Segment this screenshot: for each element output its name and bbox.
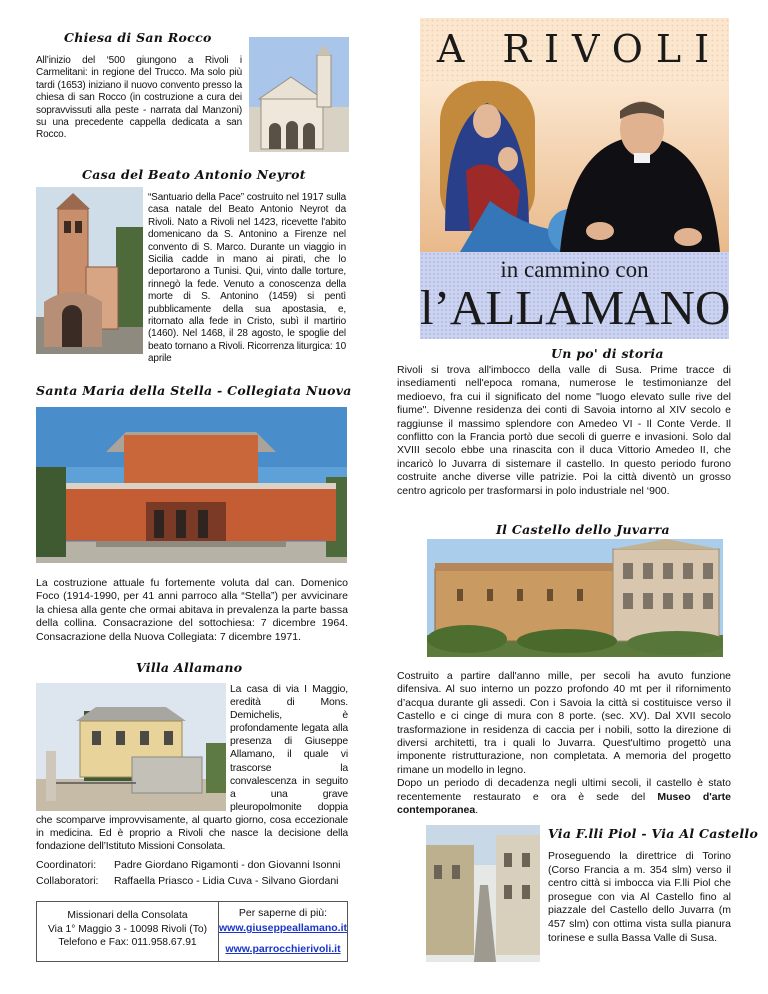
collegiata-heading: Santa Maria della Stella - Collegiata Nuova [36, 383, 352, 398]
neyrot-photo [36, 187, 143, 354]
collegiata-photo [36, 407, 347, 563]
credits-collaboratori-row [36, 874, 356, 890]
banner-artwork [420, 81, 729, 252]
contact-line2: Via 1° Maggio 3 - 10098 Rivoli (To) [47, 923, 208, 935]
banner-title: A RIVOLI [436, 27, 723, 71]
contact-line1: Missionari della Consolata [67, 910, 188, 921]
neyrot-heading: Casa del Beato Antonio Neyrot [82, 167, 306, 182]
castello-text2: Dopo un periodo di decadenza negli ultimi secoli, il castello è stato recentemente restaurato e ora è sede del [397, 777, 731, 803]
more-info-label: Per saperne di più: [238, 907, 328, 919]
neyrot-text: “Santuario della Pace” costruito nel 1917 sulla casa natale del Beato Antonio Neyrot da Rivoli. Nato a Rivoli nel 1423, ricevette l'abito domenicano da S. Antonino a Firenze nel convento di S. Marco. Durante un viaggio in Sicilia cadde in mano ai pirati, che lo deportarono a Tunisi. Qui, vinto dalle torture, rinnegò la fede. Venuto a conoscenza della morte di S. Antonino (1459) si pentì pubblicamente della sua apostasia, e, ritornato alla fede in Cristo, subì il martirio (1460). Nel 1468, il 28 agosto, le spoglie del beato tornano a Rivoli. Ricorrenza liturgica: 10 aprile [148, 192, 346, 365]
more-info-box [219, 901, 348, 962]
castello-text-block [397, 670, 731, 817]
link-parrocchierivoli[interactable]: www.parrocchierivoli.it [225, 943, 341, 955]
villa-heading: Villa Allamano [136, 660, 243, 675]
banner-name: l’ALLAMANO [420, 280, 731, 335]
contact-address [37, 902, 218, 950]
san-rocco-heading: Chiesa di San Rocco [64, 30, 212, 45]
banner-subtitle-box [420, 252, 729, 339]
link-giuseppeallamano[interactable]: www.giuseppeallamano.it [219, 922, 347, 934]
storia-heading: Un po' di storia [551, 346, 664, 361]
castello-photo [427, 539, 723, 657]
via-text: Proseguendo la direttrice di Torino (Corso Francia a m. 354 slm) verso il centro città si imbocca via F.lli Piol che prosegue con via Al Castello fino al piazzale del Castello dello Juvarra (m 457 slm) con ottima vista sulla pianura torinese e sulla Bassa Valle di Susa. [548, 850, 731, 944]
villa-text-wrap [36, 683, 348, 853]
villa-photo-spacer [36, 683, 230, 811]
via-heading: Via F.lli Piol - Via Al Castello [548, 826, 759, 841]
castello-museum: Museo d'arte contemporanea [397, 790, 731, 817]
castello-text: Costruito a partire dall'anno mille, per secoli ha avuto funzione difensiva. Al suo interno un pozzo profondo 40 mt per il rifornimento d’acqua durante gli assedi. Con i Savoia la città si costituisce verso il Castello e ci cinge di mura con 8 porte. (sec. XV). Dal XVII secolo trasformazione in residenza di caccia per i nobili, sotto la direzione di diversi architetti, tra i quali lo Juvarra. Quest'ultimo progettò una imponente ristrutturazione, non completata. A memoria del progetto rimane un modello in legno. [397, 670, 731, 776]
link2-wrap [219, 941, 347, 956]
san-rocco-photo [249, 37, 349, 152]
collaboratori-label: Collaboratori: [36, 874, 99, 887]
banner-title-box [420, 18, 729, 81]
villa-text: La casa di via I Maggio, eredità di Mons. Demichelis, è profondamente legata alla presenza di Giuseppe Allamano, il quale vi trascorse la convalescenza in seguito a una grave pleuropolmonite doppia che scomparve improvvisamente, al quarto giorno, cosa eccezionale in medicina. Ed è proprio a Rivoli che nasce la decisione della fondazione dell’Istituto Missioni Consolata. [36, 684, 348, 853]
castello-text2-wrap: Dopo un periodo di decadenza negli ultimi secoli, il castello è stato recentemente restaurato e ora è sede del Museo d'arte contemporanea. [397, 777, 731, 817]
contact-box [36, 901, 219, 962]
storia-text: Rivoli si trova all'imbocco della valle di Susa. Prime tracce di insediamenti nell'epoca romana, numerose le testimonianze del medioevo, fra cui il significato del nome "luogo elevato sulle rive del fiume". Divenne residenza dei conti di Savoia intorno al XIV secolo e raggiunse il massimo splendore con Amedeo VI - Il Conte Verde. Il conflitto con la Francia portò due secoli di guerre e invasioni. Solo dal XVIII secolo ebbe una rinascita con il duca Vittorio Amedeo II, che incaricò lo Juvarra di sistemare il castello. In questo periodo furono costruite anche diverse ville patrizie. Poi la città diventò un grosso centro agricolo per trasformarsi in polo industriale nel ‘900. [397, 364, 731, 497]
san-rocco-text: All’inizio del ‘500 giungono a Rivoli i Carmelitani: in regione del Trucco. Ma solo più tardi (1653) iniziano il nuovo convento presso la chiesa di san Rocco (in costruzione a cura dei sopravvissuti alla peste - narrata dal Manzoni) su una precedente cappella dedicata a san Rocco. [36, 55, 242, 141]
coordinatori-label: Coordinatori: [36, 859, 97, 871]
credits [36, 858, 356, 889]
credits-coordinatori-row [36, 858, 356, 874]
link1-wrap [219, 920, 347, 935]
contact-line3: Telefono e Fax: 011.958.67.91 [58, 937, 197, 948]
castello-heading: Il Castello dello Juvarra [496, 522, 670, 537]
banner-subtitle: in cammino con [500, 257, 649, 282]
collegiata-text: La costruzione attuale fu fortemente voluta dal can. Domenico Foco (1914-1990, per 41 anni parroco alla “Stella”) per avvicinare la chiesa alla gente che ormai abitava in prevalenza la parte bassa della collina. Consacrazione del sottochiesa: 7 dicembre 1964. Consacrazione della Nuova Collegiata: 7 dicembre 1971. [36, 577, 348, 643]
coordinatori-names: Padre Giordano Rigamonti - don Giovanni Isonni [114, 859, 341, 871]
collaboratori-names: Raffaella Priasco - Lidia Cuva - Silvano Giordani [114, 874, 339, 887]
via-photo [426, 825, 540, 962]
